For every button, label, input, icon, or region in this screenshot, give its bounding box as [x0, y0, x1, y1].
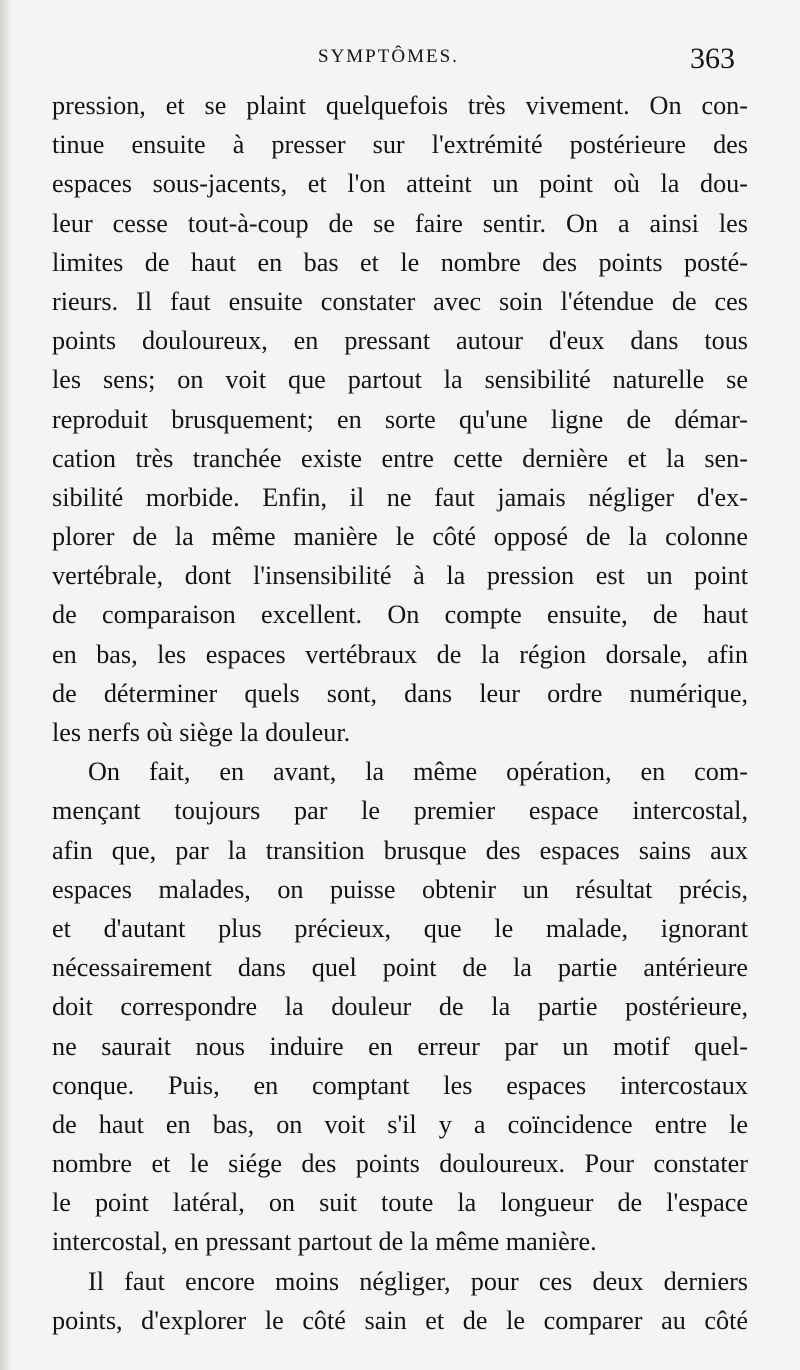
text-line: points douloureux, en pressant autour d'eux dans tous: [52, 326, 748, 356]
text-line: sibilité morbide. Enfin, il ne faut jamais négliger d'ex-: [52, 482, 748, 512]
text-line-paragraph-start: On fait, en avant, la même opération, en com-: [88, 757, 748, 787]
text-line: conque. Puis, en comptant les espaces intercostaux: [52, 1070, 748, 1100]
text-line-paragraph-start: Il faut encore moins négliger, pour ces deux derniers: [88, 1266, 748, 1296]
text-line: limites de haut en bas et le nombre des points posté-: [52, 247, 748, 277]
page-gutter-shadow: [0, 0, 12, 1370]
text-line: ne saurait nous induire en erreur par un motif quel-: [52, 1031, 748, 1061]
text-line: et d'autant plus précieux, que le malade, ignorant: [52, 913, 748, 943]
text-line: espaces malades, on puisse obtenir un résultat précis,: [52, 874, 748, 904]
text-line: doit correspondre la douleur de la partie postérieure,: [52, 992, 748, 1022]
text-line: pression, et se plaint quelquefois très vivement. On con-: [52, 91, 748, 120]
text-line: afin que, par la transition brusque des espaces sains aux: [52, 835, 748, 865]
text-line: mençant toujours par le premier espace intercostal,: [52, 796, 748, 826]
text-line: cation très tranchée existe entre cette dernière et la sen-: [52, 443, 748, 473]
text-line: les sens; on voit que partout la sensibilité naturelle se: [52, 365, 748, 395]
text-line: tinue ensuite à presser sur l'extrémité postérieure des: [52, 130, 748, 160]
text-line: de comparaison excellent. On compte ensuite, de haut: [52, 600, 748, 630]
text-line: points, d'explorer le côté sain et de le comparer au côté: [52, 1305, 748, 1335]
text-line-paragraph-end: intercostal, en pressant partout de la même manière.: [52, 1227, 597, 1257]
text-line: rieurs. Il faut ensuite constater avec soin l'étendue de ces: [52, 286, 748, 316]
text-line: de haut en bas, on voit s'il y a coïncidence entre le: [52, 1109, 748, 1139]
text-line: en bas, les espaces vertébraux de la région dorsale, afin: [52, 639, 748, 669]
text-line: plorer de la même manière le côté opposé de la colonne: [52, 522, 748, 552]
text-line: le point latéral, on suit toute la longueur de l'espace: [52, 1188, 748, 1218]
text-line: reproduit brusquement; en sorte qu'une ligne de démar-: [52, 404, 748, 434]
text-line: leur cesse tout-à-coup de se faire sentir. On a ainsi les: [52, 208, 748, 238]
text-line-paragraph-end: les nerfs où siège la douleur.: [52, 718, 351, 747]
text-line: nécessairement dans quel point de la partie antérieure: [52, 953, 748, 983]
page-number: 363: [690, 42, 735, 75]
running-title: SYMPTÔMES.: [318, 46, 459, 67]
text-line: espaces sous-jacents, et l'on atteint un point où la dou-: [52, 169, 748, 199]
text-line: vertébrale, dont l'insensibilité à la pression est un point: [52, 561, 748, 591]
body-text: [52, 86, 748, 1340]
text-line: nombre et le siége des points douloureux. Pour constater: [52, 1149, 748, 1179]
text-line: de déterminer quels sont, dans leur ordre numérique,: [52, 678, 748, 708]
page-header: [0, 40, 800, 80]
